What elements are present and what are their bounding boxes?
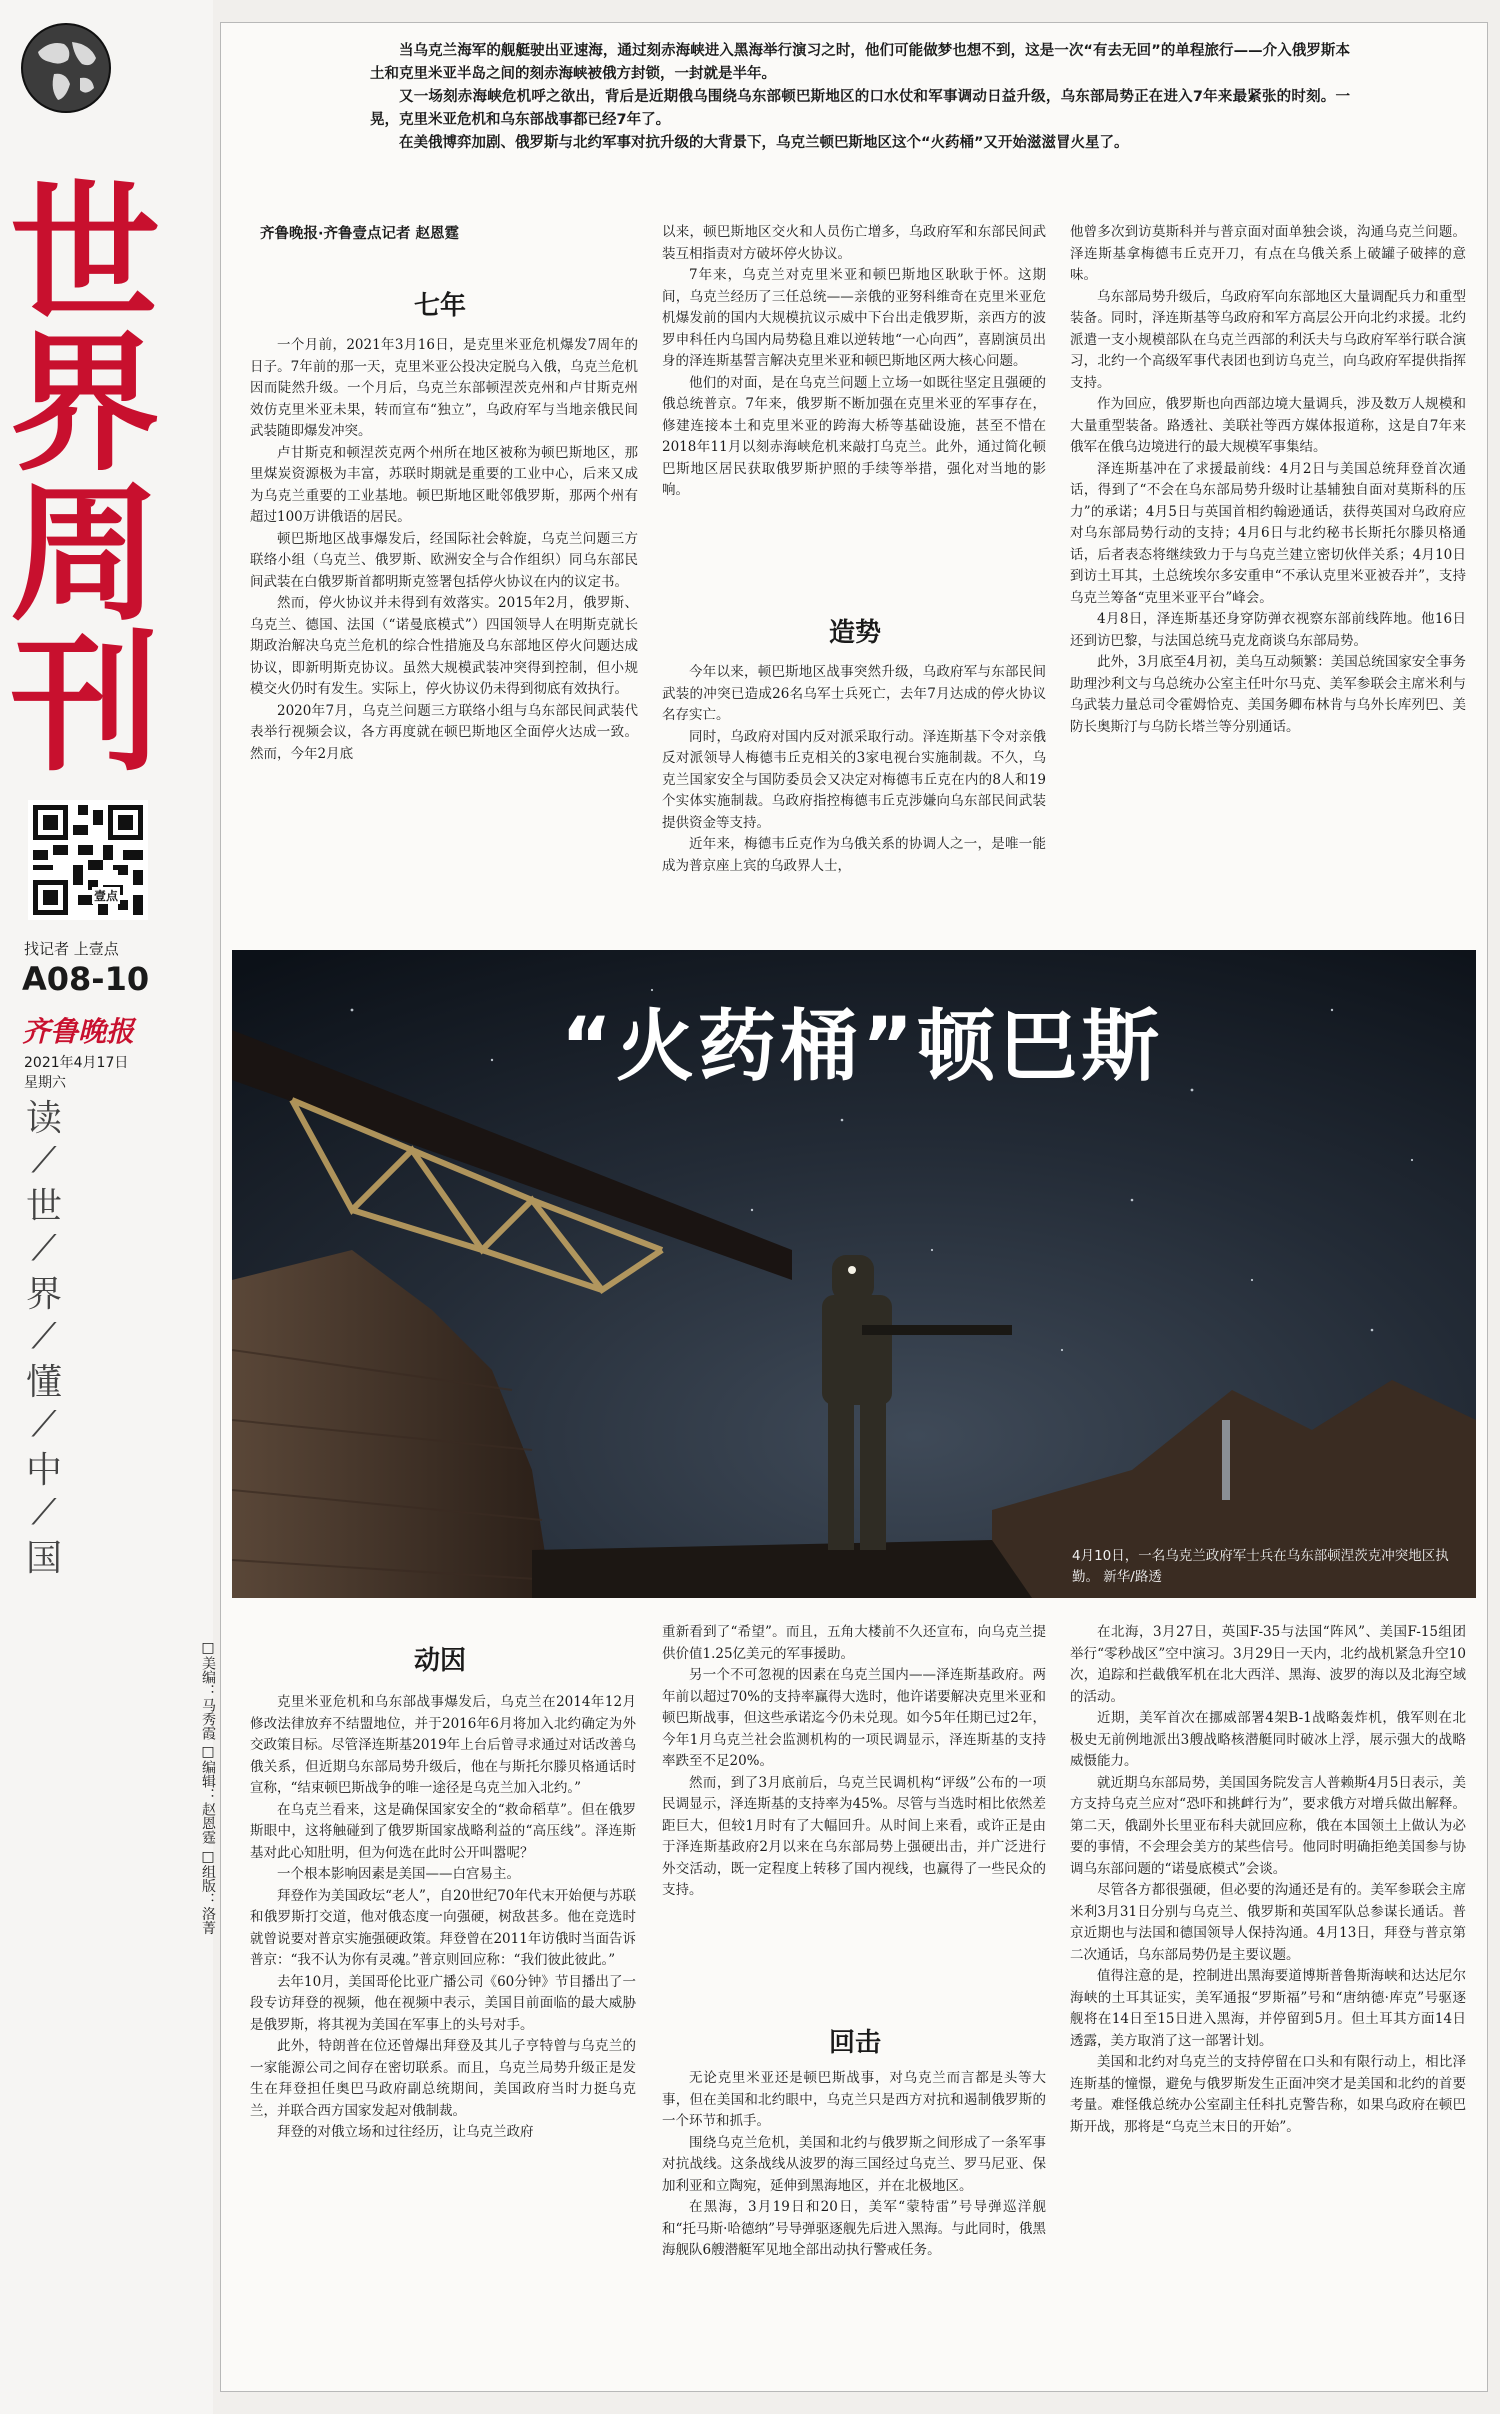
column-title: 世界周刊 — [10, 168, 161, 792]
article-column-1 — [250, 335, 638, 927]
article-column-5a — [662, 1622, 1046, 2022]
slogan-char: 世 — [25, 1186, 62, 1227]
slogan-char: 读 — [25, 1098, 62, 1139]
newspaper-logo: 齐鲁晚报 — [22, 1015, 135, 1048]
paragraph: 在乌克兰看来，这是确保国家安全的“救命稻草”。但在俄罗斯眼中，这将触碰到了俄罗斯国家战略利益的“高压线”。泽连斯基对此心知肚明，但为何选在此时公开叫嚣呢？ — [250, 1801, 636, 1861]
paragraph: 然而，到了3月底前后，乌克兰民调机构“评级”公布的一项民调显示，泽连斯基的支持率为45%。尽管与当选时相比依然差距巨大，但较1月时有了大幅回升。从时间上来看，或许正是由于泽连斯基政府2月以来在乌东部局势上强硬出击，并广泛进行外交活动，既一定程度上转移了国内视线，也赢得了一些民众的支持。 — [662, 1774, 1046, 1898]
slogan-sep: ⟋ — [31, 1228, 57, 1269]
section-heading: 七年 — [413, 291, 466, 321]
paragraph: 然而，停火协议并未得到有效落实。2015年2月，俄罗斯、乌克兰、德国、法国（“诺曼底模式”）四国领导人在明斯克就长期政治解决乌克兰危机的综合性措施及乌东部地区停火问题达成协议，即新明斯克协议。虽然大规模武装冲突得到控制，但小规模交火仍时有发生。实际上，停火协议仍未得到彻底有效执行。 — [250, 595, 638, 697]
paragraph: 今年以来，顿巴斯地区战事突然升级，乌政府军与东部民间武装的冲突已造成26名乌军士兵死亡，去年7月达成的停火协议名存实亡。 — [662, 664, 1046, 723]
paragraph: 去年10月，美国哥伦比亚广播公司《60分钟》节目播出了一段专访拜登的视频，他在视频中表示，美国目前面临的最大威胁是俄罗斯，将其视为美国在军事上的头号对手。 — [250, 1973, 636, 2033]
globe-icon — [20, 22, 112, 114]
issue-weekday: 星期六 — [24, 1075, 66, 1091]
article-column-2a — [662, 222, 1046, 612]
paragraph: 就近期乌东部局势，美国国务院发言人普赖斯4月5日表示，美方支持乌克兰应对“恐吓和挑衅行为”，要求俄方对增兵做出解释。第二天，俄副外长里亚布科夫就回应称，俄在本国领土上做认为必要的事情，不会理会美方的某些信号。他同时明确拒绝美国参与协调乌东部问题的“诺曼底模式”会谈。 — [1070, 1774, 1466, 1877]
issue-date: 2021年4月17日 — [24, 1055, 129, 1071]
paragraph: 他曾多次到访莫斯科并与普京面对面单独会谈，沟通乌克兰问题。泽连斯基拿梅德韦丘克开刀，有点在乌俄关系上破罐子破摔的意味。 — [1070, 224, 1466, 283]
lead-paragraph: 当乌克兰海军的舰艇驶出亚速海，通过刻赤海峡进入黑海举行演习之时，他们可能做梦也想不到，这是一次“有去无回”的单程旅行——介入俄罗斯本土和克里米亚半岛之间的刻赤海峡被俄方封锁，一封就是半年。 — [370, 43, 1350, 82]
paragraph: 顿巴斯地区战事爆发后，经国际社会斡旋，乌克兰问题三方联络小组（乌克兰、俄罗斯、欧洲安全与合作组织）同乌东部民间武装在白俄罗斯首都明斯克签署包括停火协议在内的议定书。 — [250, 530, 638, 590]
paragraph: 卢甘斯克和顿涅茨克两个州所在地区被称为顿巴斯地区，那里煤炭资源极为丰富，苏联时期就是重要的工业中心，后来又成为乌克兰重要的工业基地。顿巴斯地区毗邻俄罗斯，那两个州有超过100万讲俄语的居民。 — [250, 444, 638, 525]
paragraph: 近期，美军首次在挪威部署4架B-1战略轰炸机，俄军则在北极史无前例地派出3艘战略核潜艇同时破冰上浮，展示强大的战略威慑能力。 — [1070, 1710, 1466, 1769]
article-lead — [370, 40, 1350, 155]
qr-label: 壹点 — [94, 889, 119, 903]
paragraph: 在北海，3月27日，英国F-35与法国“阵风”、美国F-15组团举行“零秒战区”空中演习。3月29日一天内，北约战机紧急升空10次，追踪和拦截俄军机在北大西洋、黑海、波罗的海以及北海空域的活动。 — [1070, 1624, 1466, 1705]
byline: 齐鲁晚报·齐鲁壹点记者 赵恩霆 — [260, 226, 460, 242]
paragraph: 4月8日，泽连斯基还身穿防弹衣视察东部前线阵地。他16日还到访巴黎，与法国总统马克龙商谈乌东部局势。 — [1070, 611, 1466, 649]
section-heading: 造势 — [828, 618, 881, 648]
paragraph: 以来，顿巴斯地区交火和人员伤亡增多，乌政府军和东部民间武装互相指责对方破坏停火协议。 — [662, 224, 1046, 262]
lead-paragraph: 又一场刻赤海峡危机呼之欲出，背后是近期俄乌围绕乌东部顿巴斯地区的口水仗和军事调动日益升级，乌东部局势正在进入7年来最紧张的时刻。一晃，克里米亚危机和乌东部战事都已经7年了。 — [370, 89, 1350, 128]
slogan-sep: ⟋ — [31, 1316, 57, 1357]
paragraph: 一个月前，2021年3月16日，是克里米亚危机爆发7周年的日子。7年前的那一天，克里米亚公投决定脱乌入俄，乌克兰危机因而陡然升级。一个月后，乌克兰东部顿涅茨克州和卢甘斯克州效仿克里米亚未果，转而宣布“独立”，乌政府军与当地亲俄民间武装随即爆发冲突。 — [250, 337, 638, 439]
photo-headline: “火药桶”顿巴斯 — [560, 1002, 1164, 1092]
paragraph: 克里米亚危机和乌东部战事爆发后，乌克兰在2014年12月修改法律放弃不结盟地位，并于2016年6月将加入北约确定为外交政策目标。尽管泽连斯基2019年上台后曾寻求通过对话改善乌俄关系，但近期乌东部局势升级后，他在与斯托尔滕贝格通话时宣称，“结束顿巴斯战争的唯一途径是乌克兰加入北约。” — [250, 1694, 636, 1796]
editor-credits — [176, 1640, 216, 2200]
paragraph: 另一个不可忽视的因素在乌克兰国内——泽连斯基政府。两年前以超过70%的支持率赢得大选时，他许诺要解决克里米亚和顿巴斯战事，但这些承诺迄今仍未兑现。如今5年任期已过2年，今年1月乌克兰社会监测机构的一项民调显示，泽连斯基的支持率跌至不足20%。 — [662, 1667, 1046, 1769]
article-column-3 — [1070, 222, 1466, 927]
slogan-sep: ⟋ — [31, 1140, 57, 1181]
paragraph: 此外，3月底至4月初，美乌互动频繁：美国总统国家安全事务助理沙利文与乌总统办公室主任叶尔马克、美军参联会主席米利与乌武装力量总司令霍姆恰克、美国务卿布林肯与乌外长库列巴、美防长奥斯汀与乌防长塔兰等分别通话。 — [1070, 654, 1466, 735]
paragraph: 围绕乌克兰危机，美国和北约与俄罗斯之间形成了一条军事对抗战线。这条战线从波罗的海三国经过乌克兰、罗马尼亚、保加利亚和立陶宛，延伸到黑海地区，并在北极地区。 — [662, 2134, 1046, 2194]
credit-layout: □组版：洛菁 — [200, 1848, 216, 1935]
paragraph: 无论克里米亚还是顿巴斯战事，对乌克兰而言都是头等大事，但在美国和北约眼中，乌克兰只是西方对抗和遏制俄罗斯的一个环节和抓手。 — [662, 2070, 1046, 2129]
slogan — [24, 1090, 64, 1580]
paragraph: 泽连斯基冲在了求援最前线：4月2日与美国总统拜登首次通话，得到了“不会在乌东部局势升级时让基辅独自面对莫斯科的压力”的承诺；4月5日与英国首相约翰逊通话，获得英国对乌政府应对乌东部局势行动的支持；4月6日与北约秘书长斯托尔滕贝格通话，后者表态将继续致力于与乌克兰建立密切伙伴关系；4月10日到访土耳其，土总统埃尔多安重申“不承认克里米亚被吞并”，支持乌克兰筹备“克里米亚平台”峰会。 — [1070, 460, 1466, 606]
paragraph: 拜登作为美国政坛“老人”，自20世纪70年代末开始便与苏联和俄罗斯打交道，他对俄态度一向强硬，树敌甚多。他在竞选时就曾说要对普京实施强硬政策。拜登曾在2011年访俄时当面告诉普京：“我不认为你有灵魂。”普京则回应称：“我们彼此彼此。” — [250, 1887, 636, 1968]
photo-caption: 4月10日，一名乌克兰政府军士兵在乌东部顿涅茨克冲突地区执勤。 新华/路透 — [1072, 1548, 1449, 1585]
credit-designer: □美编：马秀霞 — [200, 1640, 216, 1740]
slogan-char: 国 — [25, 1538, 62, 1579]
paragraph: 作为回应，俄罗斯也向西部边境大量调兵，涉及数万人规模和大量重型装备。路透社、美联社等西方媒体报道称，这是自7年来俄军在俄乌边境进行的最大规模军事集结。 — [1070, 396, 1466, 455]
paragraph: 乌东部局势升级后，乌政府军向东部地区大量调配兵力和重型装备。同时，泽连斯基等乌政府和军方高层公开向北约求援。北约派遣一支小规模部队在乌克兰西部的利沃夫与乌政府军举行联合演习，北约一个高级军事代表团也到访乌克兰，向乌政府军提供指挥支持。 — [1070, 288, 1466, 391]
slogan-char: 界 — [25, 1274, 62, 1315]
paragraph: 在黑海，3月19日和20日，美军“蒙特雷”号导弹巡洋舰和“托马斯·哈德纳”号导弹驱逐舰先后进入黑海。与此同时，俄黑海舰队6艘潜艇军见地全部出动执行警戒任务。 — [662, 2199, 1046, 2258]
paragraph: 尽管各方都很强硬，但必要的沟通还是有的。美军参联会主席米利3月31日分别与乌克兰、俄罗斯和英国军队总参谋长通话。普京近期也与法国和德国领导人保持沟通。4月13日，拜登与普京第二次通话，乌东部局势仍是主要议题。 — [1070, 1882, 1466, 1963]
slogan-char: 中 — [25, 1450, 62, 1491]
paragraph: 2020年7月，乌克兰问题三方联络小组与乌东部民间武装代表举行视频会议，各方再度就在顿巴斯地区全面停火达成一致。然而，今年2月底 — [250, 702, 638, 762]
paragraph: 此外，特朗普在位还曾爆出拜登及其儿子亨特曾与乌克兰的一家能源公司之间存在密切联系。而且，乌克兰局势升级正是发生在拜登担任奥巴马政府副总统期间，美国政府当时力挺乌克兰，并联合西方国家发起对俄制裁。 — [250, 2038, 636, 2119]
paragraph: 7年来，乌克兰对克里米亚和顿巴斯地区耿耿于怀。这期间，乌克兰经历了三任总统——亲俄的亚努科维奇在克里米亚危机爆发前的国内大规模抗议示威中下台出走俄罗斯，亲西方的波罗申科任内乌国内局势稳且难以逆转地“一心向西”，喜剧演员出身的泽连斯基誓言解决克里米亚和顿巴斯地区两大核心问题。 — [662, 267, 1046, 369]
paragraph: 值得注意的是，控制进出黑海要道博斯普鲁斯海峡和达达尼尔海峡的土耳其证实，美军通报“罗斯福”号和“唐纳德·库克”号驱逐舰将在14日至15日进入黑海，并停留到5月。但土耳其方面14日透露，美方取消了这一部署计划。 — [1070, 1968, 1466, 2049]
slogan-char: 懂 — [25, 1362, 62, 1403]
news-photo — [232, 950, 1476, 1598]
article-column-5b — [662, 2068, 1046, 2380]
lead-paragraph: 在美俄博弈加剧、俄罗斯与北约军事对抗升级的大背景下，乌克兰顿巴斯地区这个“火药桶”又开始滋滋冒火星了。 — [399, 135, 1129, 151]
article-column-4 — [250, 1692, 636, 2382]
paragraph: 美国和北约对乌克兰的支持停留在口头和有限行动上，相比泽连斯基的憧憬，避免与俄罗斯发生正面冲突才是美国和北约的首要考量。难怪俄总统办公室副主任科扎克警告称，如果乌政府在顿巴斯开战，那将是“乌克兰末日的开始”。 — [1070, 2054, 1466, 2135]
slogan-sep: ⟋ — [31, 1404, 57, 1445]
paragraph: 他们的对面，是在乌克兰问题上立场一如既往坚定且强硬的俄总统普京。7年来，俄罗斯不断加强在克里米亚的军事存在，修建连接本土和克里米亚的跨海大桥等基础设施，甚至不惜在2018年11月以刻赤海峡危机来敲打乌克兰。此外，通过简化顿巴斯地区居民获取俄罗斯护照的手续等举措，强化对当地的影响。 — [662, 374, 1046, 498]
paragraph: 一个根本影响因素是美国——白宫易主。 — [277, 1866, 520, 1882]
section-heading: 回击 — [828, 2028, 881, 2058]
section-heading: 动因 — [413, 1646, 466, 1676]
paragraph: 重新看到了“希望”。而且，五角大楼前不久还宣布，向乌克兰提供价值1.25亿美元的军事援助。 — [662, 1624, 1046, 1662]
slogan-sep: ⟋ — [31, 1492, 57, 1533]
paragraph: 同时，乌政府对国内反对派采取行动。泽连斯基下令对亲俄反对派领导人梅德韦丘克相关的3家电视台实施制裁。不久，乌克兰国家安全与国防委员会又决定对梅德韦丘克在内的8人和19个实体实施制裁。乌政府指控梅德韦丘克涉嫌向乌东部民间武装提供资金等支持。 — [662, 728, 1046, 831]
credit-editor: □编辑：赵恩霆 — [200, 1744, 216, 1845]
article-column-6 — [1070, 1622, 1466, 2380]
paragraph: 拜登的对俄立场和过往经历，让乌克兰政府 — [277, 2124, 534, 2140]
qr-code[interactable] — [28, 800, 148, 920]
article-column-2b — [662, 662, 1046, 927]
paragraph: 近年来，梅德韦丘克作为乌俄关系的协调人之一，是唯一能成为普京座上宾的乌政界人士， — [662, 836, 1046, 874]
reporter-label: 找记者 上壹点 — [24, 940, 119, 958]
page-number: A08-10 — [22, 960, 150, 998]
